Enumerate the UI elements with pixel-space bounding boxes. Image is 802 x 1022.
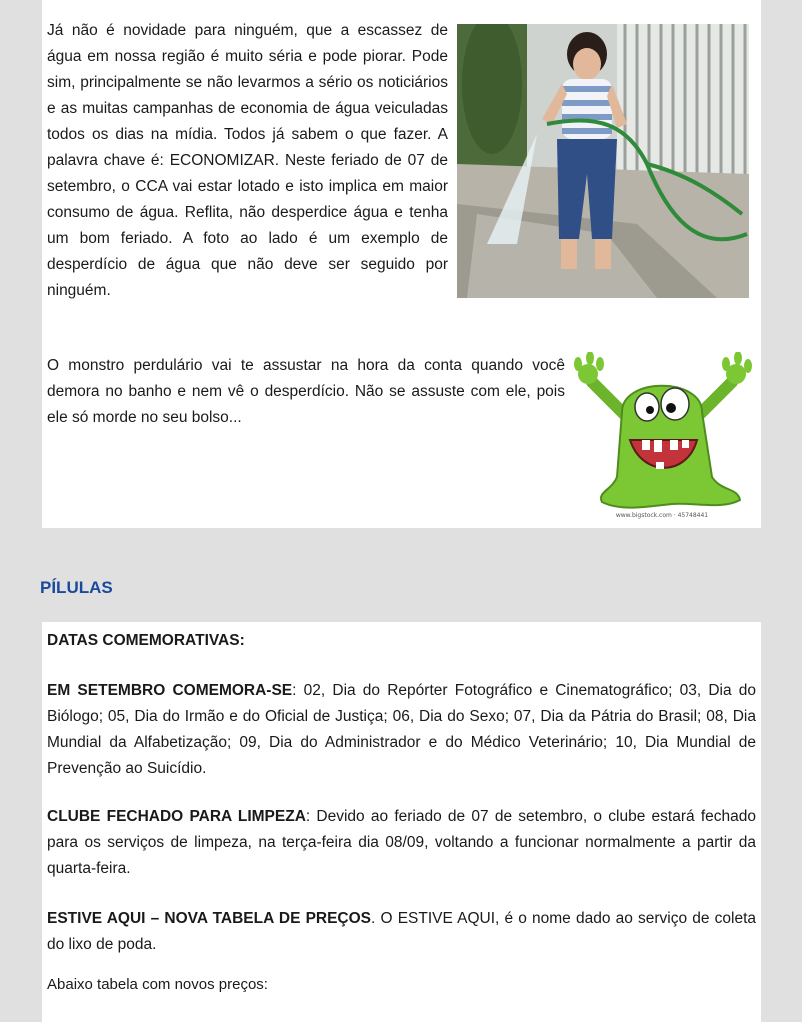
pilula-item-setembro bbox=[47, 678, 756, 782]
commemorative-dates-heading: DATAS COMEMORATIVAS: bbox=[47, 632, 245, 649]
green-monster-illustration bbox=[572, 352, 752, 520]
article-paragraph-water: Já não é novidade para ninguém, que a escassez de água em nossa região é muito séria e pode piorar. Pode sim, principalmente se não levarmos a sério os noticiários e as muitas campanhas de economia de água veiculadas todos os dias na mídia. Todos já sabem o que fazer. A palavra chave é: ECONOMIZAR. Neste feriado de 07 de setembro, o CCA vai estar lotado e isto implica em maior consumo de água. Reflita, não desperdice água e tenha um bom feriado. A foto ao lado é um exemplo de desperdício de água que não deve ser seguido por ninguém. bbox=[47, 22, 448, 299]
monster-watermark: www.bigstock.com · 45748441 bbox=[615, 512, 709, 519]
price-table-intro: Abaixo tabela com novos preços: bbox=[47, 976, 268, 993]
water-waste-photo bbox=[457, 24, 749, 298]
section-title-pilulas: PÍLULAS bbox=[40, 578, 113, 597]
pilula-item-text: : 02, Dia do Repórter Fotográfico e Cinematográfico; 03, Dia do Biólogo; 05, Dia do Irmão e do Oficial de Justiça; 06, Dia do Sexo; 07, Dia da Pátria do Brasil; 08, Dia Mundial da Alfabetização; 09, Dia do Administrador e do Médico Veterinário; 10, Dia Mundial de Prevenção ao Suicídio. bbox=[47, 682, 756, 777]
article-paragraph-monster: O monstro perdulário vai te assustar na hora da conta quando você demora no banho e nem vê o desperdício. Não se assuste com ele, pois ele só morde no seu bolso... bbox=[47, 357, 565, 426]
pilula-item-text: : Devido ao feriado de 07 de setembro, o clube estará fechado para os serviços de limpeza, na terça-feira dia 08/09, voltando a funcionar normalmente a partir da quarta-feira. bbox=[47, 808, 756, 877]
article-card bbox=[42, 0, 761, 528]
pilula-item-label: EM SETEMBRO COMEMORA-SE bbox=[47, 682, 293, 699]
pilula-item-estive-aqui bbox=[47, 906, 756, 958]
pilulas-card bbox=[42, 622, 761, 1022]
pilula-item-label: ESTIVE AQUI – NOVA TABELA DE PREÇOS bbox=[47, 910, 372, 927]
pilula-item-label: CLUBE FECHADO PARA LIMPEZA bbox=[47, 808, 306, 825]
pilula-item-clube-fechado bbox=[47, 804, 756, 882]
pilula-item-text: . O ESTIVE AQUI, é o nome dado ao serviço de coleta do lixo de poda. bbox=[47, 910, 756, 953]
